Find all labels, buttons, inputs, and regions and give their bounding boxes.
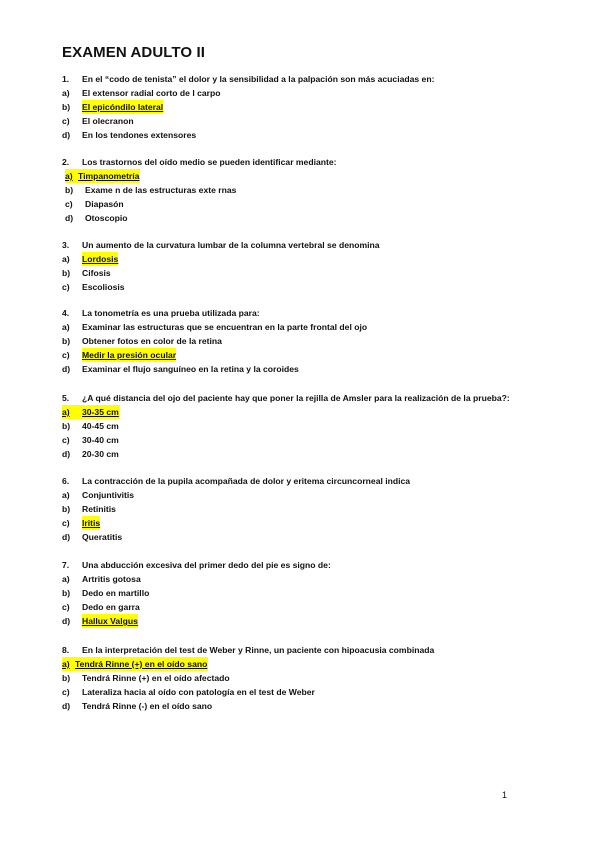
option-text: Obtener fotos en color de la retina (82, 336, 222, 346)
option-d (62, 128, 572, 142)
option-letter: a) (62, 88, 70, 98)
question-text (62, 155, 572, 169)
highlighted-answer: 30-35 cm (82, 407, 119, 417)
option-letter: a) (62, 322, 70, 332)
option-letter: d) (62, 130, 71, 140)
option-b (62, 334, 572, 348)
option-letter: c) (62, 518, 70, 528)
option-letter: a) (62, 490, 70, 500)
page-title: EXAMEN ADULTO II (62, 44, 205, 61)
question-stem: Un aumento de la curvatura lumbar de la columna vertebral se denomina (82, 240, 380, 250)
option-c (62, 280, 572, 294)
option-text: Conjuntivitis (82, 490, 135, 500)
option-text: Tendrá Rinne (+) en el oído afectado (82, 673, 230, 683)
option-letter: d) (65, 213, 74, 223)
question-stem: ¿A qué distancia del ojo del paciente hay que poner la rejilla de Amsler para la realización de la prueba?: (82, 393, 510, 403)
question-2 (62, 155, 572, 225)
option-letter: c) (62, 350, 70, 360)
question-text (62, 391, 572, 405)
question-5 (62, 391, 572, 461)
option-letter: b) (62, 102, 71, 112)
question-stem: La contracción de la pupila acompañada de dolor y eritema circuncorneal indica (82, 476, 411, 486)
option-letter: a) (62, 574, 70, 584)
option-text: Artritis gotosa (82, 574, 141, 584)
option-b (62, 586, 572, 600)
option-b-correct (62, 100, 572, 114)
option-text: El extensor radial corto de l carpo (82, 88, 221, 98)
option-a-correct (62, 657, 572, 671)
highlighted-answer: El epicóndilo lateral (82, 102, 164, 112)
option-text: Cifosis (82, 268, 111, 278)
option-letter: d) (62, 449, 71, 459)
option-text: Lateraliza hacia al oído con patología en el test de Weber (82, 687, 315, 697)
option-letter: d) (62, 532, 71, 542)
option-b (62, 266, 572, 280)
option-text: 20-30 cm (82, 449, 119, 459)
option-letter: c) (62, 435, 70, 445)
option-c (62, 600, 572, 614)
option-letter: b) (62, 504, 71, 514)
question-number: 4. (62, 308, 70, 318)
option-letter: c) (62, 282, 70, 292)
question-stem: En la interpretación del test de Weber y Rinne, un paciente con hipoacusia combinada (82, 645, 435, 655)
option-letter: c) (62, 687, 70, 697)
option-letter: a) (62, 254, 70, 264)
question-stem: La tonometría es una prueba utilizada para: (82, 308, 260, 318)
question-number: 7. (62, 560, 70, 570)
option-text: 40-45 cm (82, 421, 119, 431)
question-stem: Una abducción excesiva del primer dedo del pie es signo de: (82, 560, 331, 570)
option-c (62, 433, 572, 447)
page-number: 1 (502, 790, 508, 800)
question-number: 2. (62, 157, 70, 167)
option-letter: c) (62, 602, 70, 612)
option-c (62, 685, 572, 699)
option-text: Dedo en garra (82, 602, 140, 612)
option-letter: b) (62, 588, 71, 598)
highlighted-answer: Hallux Valgus (82, 616, 138, 626)
option-letter: d) (62, 364, 71, 374)
option-d (62, 211, 572, 225)
option-a-correct (62, 405, 572, 419)
option-letter: a) (62, 407, 70, 417)
question-8 (62, 643, 572, 713)
highlighted-answer: Lordosis (82, 254, 119, 264)
option-d (62, 447, 572, 461)
highlighted-answer: Medir la presión ocular (82, 350, 177, 360)
option-letter: b) (62, 673, 71, 683)
option-letter: b) (62, 336, 71, 346)
option-b (62, 502, 572, 516)
option-b (62, 671, 572, 685)
question-7 (62, 558, 572, 628)
option-b (62, 183, 572, 197)
option-a (62, 488, 572, 502)
question-1 (62, 72, 572, 142)
option-a-correct (62, 252, 572, 266)
option-d (62, 362, 572, 376)
option-text: El olecranon (82, 116, 134, 126)
highlighted-answer: Iritis (82, 518, 101, 528)
option-letter: b) (62, 268, 71, 278)
question-number: 1. (62, 74, 70, 84)
option-a (62, 320, 572, 334)
option-a-correct (62, 169, 572, 183)
question-text (62, 474, 572, 488)
option-letter: b) (62, 421, 71, 431)
highlighted-answer: Timpanometría (78, 171, 140, 181)
option-text: 30-40 cm (82, 435, 119, 445)
option-c-correct (62, 516, 572, 530)
option-text: Queratitis (82, 532, 123, 542)
question-stem: Los trastornos del oído medio se pueden identificar mediante: (82, 157, 337, 167)
question-3 (62, 238, 572, 294)
option-letter: c) (62, 116, 70, 126)
question-6 (62, 474, 572, 544)
option-letter: d) (62, 701, 71, 711)
option-text: Escoliosis (82, 282, 125, 292)
option-text: Exame n de las estructuras exte rnas (85, 185, 237, 195)
option-letter: a) (62, 659, 70, 669)
option-text: Examinar las estructuras que se encuentran en la parte frontal del ojo (82, 322, 368, 332)
option-text: Diapasón (85, 199, 124, 209)
question-number: 8. (62, 645, 70, 655)
question-text (62, 238, 572, 252)
option-letter: d) (62, 616, 71, 626)
option-text: Retinitis (82, 504, 116, 514)
question-number: 5. (62, 393, 70, 403)
option-text: Dedo en martillo (82, 588, 150, 598)
question-text (62, 72, 572, 86)
question-stem: En el “codo de tenista” el dolor y la sensibilidad a la palpación son más acuciadas en: (82, 74, 435, 84)
option-c (62, 114, 572, 128)
option-a (62, 86, 572, 100)
question-text (62, 558, 572, 572)
question-number: 3. (62, 240, 70, 250)
question-text (62, 306, 572, 320)
option-letter: b) (65, 185, 74, 195)
option-c-correct (62, 348, 572, 362)
option-d (62, 699, 572, 713)
option-a (62, 572, 572, 586)
option-text: Examinar el flujo sanguíneo en la retina y la coroides (82, 364, 299, 374)
option-c (62, 197, 572, 211)
option-letter: a) (65, 171, 73, 181)
option-letter: c) (65, 199, 73, 209)
highlighted-answer: Tendrá Rinne (+) en el oído sano (75, 659, 208, 669)
option-d-correct (62, 614, 572, 628)
question-text (62, 643, 572, 657)
question-number: 6. (62, 476, 70, 486)
option-d (62, 530, 572, 544)
option-text: En los tendones extensores (82, 130, 197, 140)
option-text: Otoscopio (85, 213, 128, 223)
question-4 (62, 306, 572, 376)
option-text: Tendrá Rinne (-) en el oído sano (82, 701, 213, 711)
option-b (62, 419, 572, 433)
